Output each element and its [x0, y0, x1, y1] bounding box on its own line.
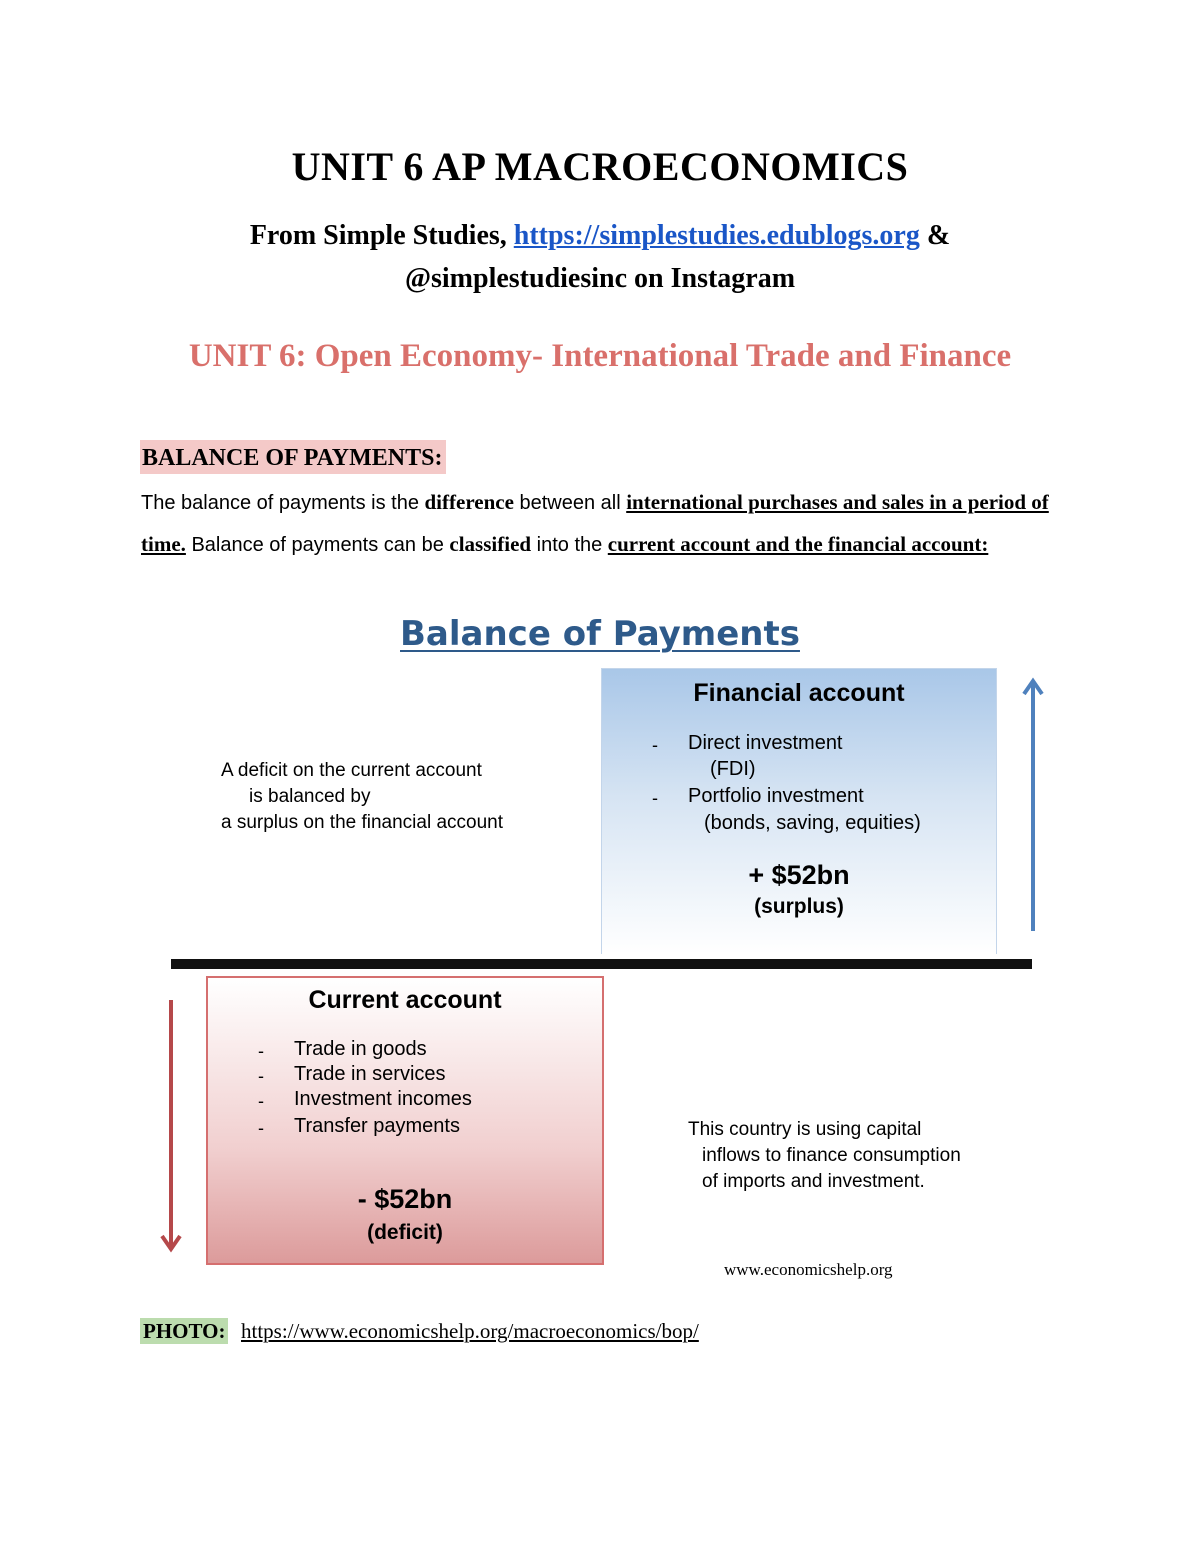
- bullet-dash: -: [258, 1066, 264, 1086]
- financial-account-box: [601, 668, 997, 954]
- financial-account-title: Financial account: [693, 679, 905, 707]
- para-text: between all: [513, 492, 627, 514]
- current-account-box: [206, 976, 604, 1265]
- para-underline: current account and the financial account:: [607, 532, 989, 556]
- current-item: Trade in goods: [294, 1038, 427, 1060]
- down-arrow-icon: [158, 998, 184, 1254]
- capital-note-line: This country is using capital: [688, 1119, 922, 1140]
- balance-note-line: is balanced by: [249, 786, 371, 807]
- current-item: Trade in services: [294, 1063, 446, 1085]
- balance-note: [221, 758, 503, 836]
- bullet-dash: -: [652, 788, 658, 808]
- diagram-title: [0, 614, 1200, 654]
- para-text: Balance of payments can be: [185, 534, 450, 556]
- balance-note-line: a surplus on the financial account: [221, 812, 504, 833]
- para-bold: classified: [449, 532, 532, 556]
- financial-amount-note: (surplus): [754, 895, 844, 918]
- current-item: Transfer payments: [294, 1115, 460, 1137]
- para-underline: international purchases and sales in a period of time.: [141, 490, 1049, 556]
- source-suffix: &: [919, 220, 951, 251]
- diagram-credit: www.economicshelp.org: [724, 1260, 893, 1279]
- current-item: Investment incomes: [294, 1088, 472, 1110]
- source-credit: [0, 214, 1200, 300]
- photo-link[interactable]: https://www.economicshelp.org/macroeconomics/bop/: [241, 1319, 699, 1343]
- section-paragraph: [141, 482, 1051, 566]
- current-account-title: Current account: [308, 986, 502, 1014]
- financial-item: Portfolio investment: [688, 785, 864, 807]
- source-prefix: From Simple Studies,: [249, 220, 514, 251]
- balance-note-line: A deficit on the current account: [221, 760, 482, 781]
- capital-note-line: of imports and investment.: [702, 1171, 925, 1192]
- bullet-dash: -: [258, 1091, 264, 1111]
- source-link[interactable]: https://simplestudies.edublogs.org: [513, 220, 920, 251]
- current-amount: - $52bn: [357, 1184, 453, 1214]
- financial-amount: + $52bn: [748, 860, 850, 890]
- up-arrow-icon: [1020, 676, 1046, 934]
- financial-item: (bonds, saving, equities): [704, 812, 921, 834]
- section-heading: BALANCE OF PAYMENTS:: [140, 440, 446, 474]
- financial-item: Direct investment: [688, 732, 843, 754]
- document-title: UNIT 6 AP MACROECONOMICS: [291, 144, 909, 189]
- photo-label: PHOTO:: [140, 1318, 228, 1344]
- capital-note: [688, 1117, 961, 1195]
- unit-heading: UNIT 6: Open Economy- International Trade and Finance: [188, 338, 1012, 374]
- para-text: into the: [531, 534, 608, 556]
- financial-item: (FDI): [710, 758, 756, 780]
- bullet-dash: -: [258, 1041, 264, 1061]
- capital-note-line: inflows to finance consumption: [702, 1145, 961, 1166]
- current-amount-note: (deficit): [367, 1221, 443, 1244]
- bullet-dash: -: [258, 1118, 264, 1138]
- bullet-dash: -: [652, 735, 658, 755]
- diagram-title-text: Balance of Payments: [400, 614, 800, 654]
- source-instagram: @simplestudiesinc on Instagram: [404, 263, 796, 294]
- para-text: The balance of payments is the: [141, 492, 425, 514]
- divider-line: [171, 959, 1032, 969]
- para-bold: difference: [424, 490, 514, 514]
